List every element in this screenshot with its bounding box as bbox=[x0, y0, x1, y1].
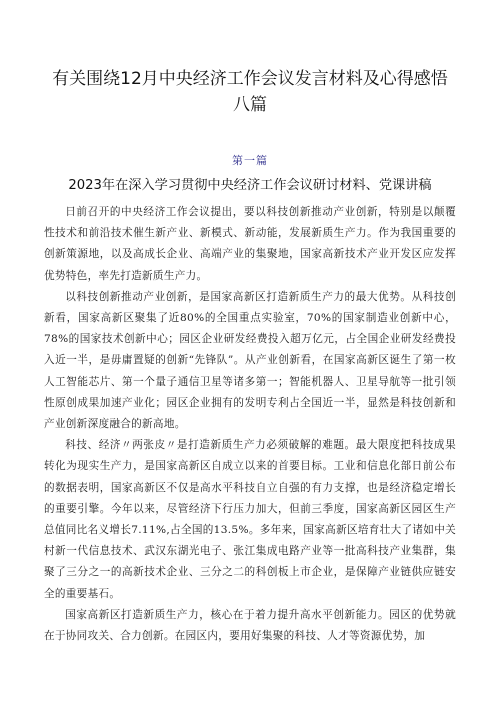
section-label: 第一篇 bbox=[232, 154, 268, 167]
document-title: 有关围绕12月中央经济工作会议发言材料及心得感悟八篇 bbox=[52, 69, 448, 115]
paragraph: 国家高新区打造新质生产力，核心在于着力提升高水平创新能力。园区的优势就在于协同攻关、合力创新。在园区内，要用好集聚的科技、人才等资源优势，加 bbox=[44, 608, 456, 643]
paragraph: 日前召开的中央经济工作会议提出，要以科技创新推动产业创新，特别是以颠覆性技术和前沿技术催生新产业、新模式、新动能，发展新质生产力。作为我国重要的创新策源地，以及高成长企业、高端产业的集聚地，国家高新技术产业开发区应发挥优势特色，率先打造新质生产力。 bbox=[44, 206, 456, 282]
document-body bbox=[44, 202, 456, 647]
section-title: 2023年在深入学习贯彻中央经济工作会议研讨材料、党课讲稿 bbox=[68, 178, 432, 193]
paragraph: 科技、经济〃两张皮〃是打造新质生产力必须破解的难题。最大限度把科技成果转化为现实生产力，是国家高新区自成立以来的首要目标。工业和信息化部日前公布的数据表明，国家高新区不仅是高水平科技自立自强的有力支撑，也是经济稳定增长的重要引擎。今年以来，尽管经济下行压力加大，但前三季度，国家高新区园区生产总值同比名义增长7.11%,占全国的13.5%。多年来，国家高新区培育壮大了诸如中关村新一代信息技术、武汉东湖光电子、张江集成电路产业等一批高科技产业集群，集聚了三分之一的高新技术企业、三分之二的科创板上市企业，是保障产业链供应链安全的重要基石。 bbox=[44, 439, 456, 600]
paragraph: 以科技创新推动产业创新，是国家高新区打造新质生产力的最大优势。从科技创新看，国家高新区聚集了近80%的全国重点实验室，70%的国家制造业创新中心，78%的国家技术创新中心；园区企业研发经费投入超万亿元，占全国企业研发经费投入近一半，是毋庸置疑的创新“先锋队”。从产业创新看，在国家高新区诞生了第一枚人工智能芯片、第一个量子通信卫星等诸多第一；智能机器人、卫星导航等一批引领性原创成果加速产业化；园区企业拥有的发明专利占全国近一半，显然是科技创新和产业创新深度融合的新高地。 bbox=[44, 290, 456, 431]
